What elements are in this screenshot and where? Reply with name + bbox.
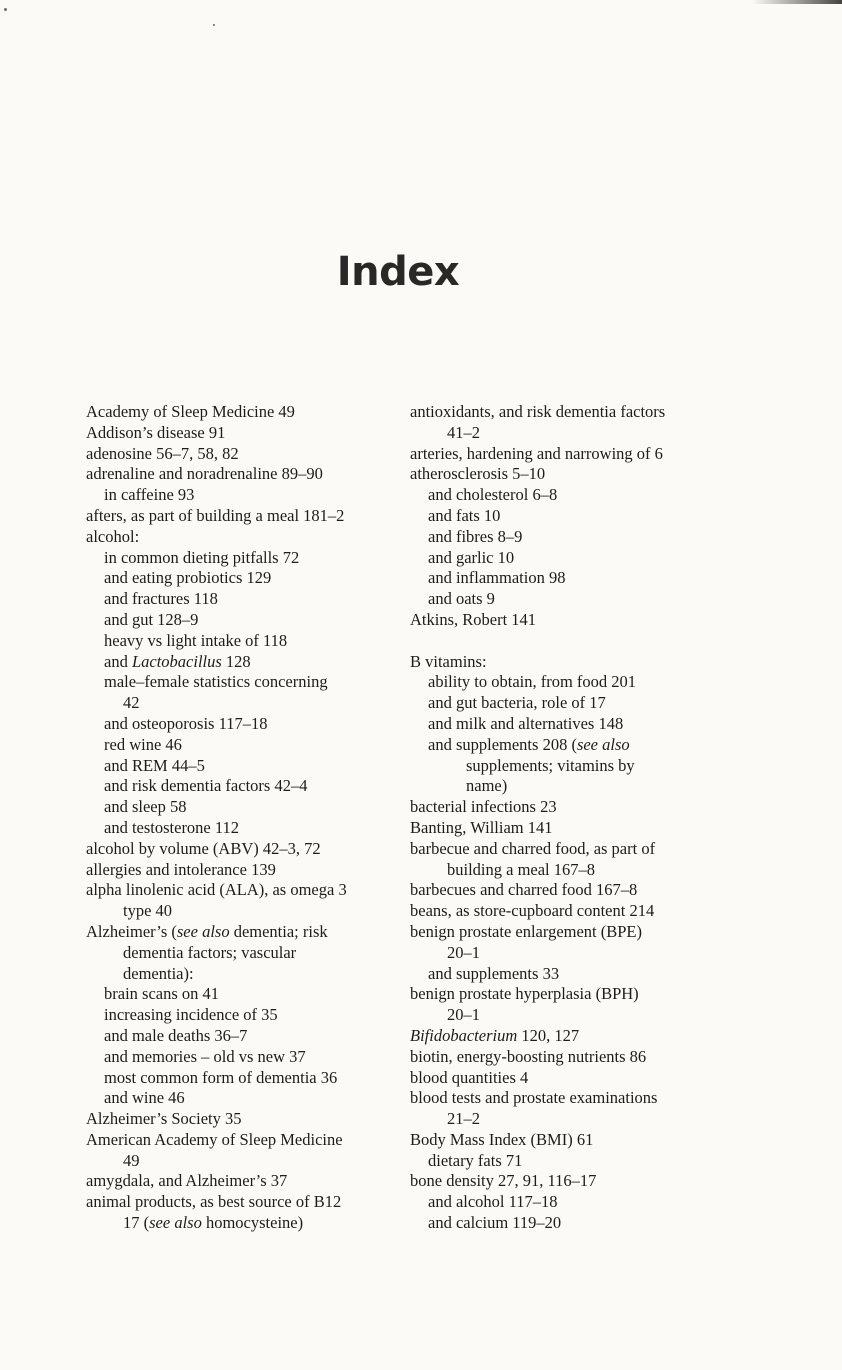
index-entry: male–female statistics concerning — [104, 672, 328, 692]
index-entry: heavy vs light intake of 118 — [104, 630, 288, 650]
index-entry: increasing incidence of 35 — [104, 1005, 278, 1025]
index-entry: biotin, energy-boosting nutrients 86 — [410, 1046, 647, 1066]
index-entry: and supplements 208 (see also — [428, 734, 630, 754]
index-entry: and wine 46 — [104, 1088, 185, 1108]
index-entry: barbecues and charred food 167–8 — [410, 880, 638, 900]
index-entry: dementia): — [123, 963, 194, 983]
page-edge-shadow — [752, 0, 842, 4]
index-entry: and supplements 33 — [428, 963, 560, 983]
index-entry: 49 — [123, 1150, 140, 1170]
index-entry: ability to obtain, from food 201 — [428, 672, 637, 692]
index-entry: and gut bacteria, role of 17 — [428, 693, 606, 713]
index-entry: dementia factors; vascular — [123, 942, 297, 962]
index-entry: and gut 128–9 — [104, 609, 199, 629]
index-entry: and fats 10 — [428, 505, 501, 525]
index-entry: benign prostate enlargement (BPE) — [410, 921, 643, 941]
index-entry: and milk and alternatives 148 — [428, 713, 624, 733]
index-entry: adrenaline and noradrenaline 89–90 — [86, 464, 323, 484]
index-entry: alpha linolenic acid (ALA), as omega 3 — [86, 880, 347, 900]
index-entry: B vitamins: — [410, 651, 487, 671]
index-entry: barbecue and charred food, as part of — [410, 838, 656, 858]
index-entry: and alcohol 117–18 — [428, 1192, 558, 1212]
index-entry: and fractures 118 — [104, 589, 218, 609]
index-entry: bone density 27, 91, 116–17 — [410, 1171, 597, 1191]
index-entry: animal products, as best source of B12 — [86, 1192, 342, 1212]
index-entry: 21–2 — [447, 1109, 480, 1129]
index-entry: and osteoporosis 117–18 — [104, 713, 268, 733]
page-title: Index — [336, 248, 460, 295]
index-entry: dietary fats 71 — [428, 1150, 523, 1170]
paper-speck — [4, 8, 7, 11]
index-entry: and inflammation 98 — [428, 568, 566, 588]
index-entry: most common form of dementia 36 — [104, 1067, 338, 1087]
index-entry: arteries, hardening and narrowing of 6 — [410, 443, 663, 463]
paper-speck — [213, 24, 215, 26]
index-entry: red wine 46 — [104, 734, 182, 754]
index-entry: benign prostate hyperplasia (BPH) — [410, 984, 639, 1004]
index-entry: 20–1 — [447, 1005, 480, 1025]
index-entry: brain scans on 41 — [104, 984, 220, 1004]
index-entry: name) — [466, 776, 508, 796]
index-entry: and calcium 119–20 — [428, 1213, 562, 1233]
index-column-left — [86, 402, 386, 1234]
index-entry: Addison’s disease 91 — [86, 422, 226, 442]
index-entry: blood tests and prostate examinations — [410, 1088, 658, 1108]
index-entry: 17 (see also homocysteine) — [123, 1213, 304, 1233]
index-entry: 20–1 — [447, 942, 480, 962]
index-entry: in caffeine 93 — [104, 485, 195, 505]
index-entry: blood quantities 4 — [410, 1067, 529, 1087]
index-entry: in common dieting pitfalls 72 — [104, 547, 300, 567]
index-entry: alcohol: — [86, 526, 140, 546]
index-entry: building a meal 167–8 — [447, 859, 596, 879]
index-entry: and memories – old vs new 37 — [104, 1046, 306, 1066]
index-entry: and REM 44–5 — [104, 755, 205, 775]
index-entry: adenosine 56–7, 58, 82 — [86, 443, 239, 463]
index-entry: and fibres 8–9 — [428, 526, 523, 546]
index-entry: Bifidobacterium 120, 127 — [410, 1025, 580, 1045]
index-entry: Academy of Sleep Medicine 49 — [86, 402, 295, 421]
index-entry: allergies and intolerance 139 — [86, 859, 276, 879]
index-entry: Alzheimer’s (see also dementia; risk — [86, 921, 328, 941]
index-entry: bacterial infections 23 — [410, 797, 557, 817]
index-entry: American Academy of Sleep Medicine — [86, 1129, 343, 1149]
index-entry: and sleep 58 — [104, 797, 187, 817]
index-entry: Banting, William 141 — [410, 817, 553, 837]
index-entry: antioxidants, and risk dementia factors — [410, 402, 666, 421]
index-entry: and testosterone 112 — [104, 817, 240, 837]
index-entry: and cholesterol 6–8 — [428, 485, 558, 505]
index-entry: alcohol by volume (ABV) 42–3, 72 — [86, 838, 321, 858]
index-entry: and risk dementia factors 42–4 — [104, 776, 308, 796]
index-entry: 42 — [123, 693, 140, 713]
index-entry: Alzheimer’s Society 35 — [86, 1109, 242, 1129]
index-entry: atherosclerosis 5–10 — [410, 464, 546, 484]
index-entry: and eating probiotics 129 — [104, 568, 272, 588]
index-entry: supplements; vitamins by — [466, 755, 635, 775]
index-entry: and male deaths 36–7 — [104, 1025, 248, 1045]
index-column-right — [410, 402, 720, 1234]
index-entry: amygdala, and Alzheimer’s 37 — [86, 1171, 288, 1191]
index-entry: type 40 — [123, 901, 173, 921]
index-entry: and Lactobacillus 128 — [104, 651, 251, 671]
index-entry: Body Mass Index (BMI) 61 — [410, 1129, 594, 1149]
index-entry: 41–2 — [447, 422, 480, 442]
index-entry: Atkins, Robert 141 — [410, 609, 537, 629]
index-entry: afters, as part of building a meal 181–2 — [86, 505, 345, 525]
index-entry: and garlic 10 — [428, 547, 515, 567]
index-entry: and oats 9 — [428, 589, 495, 609]
index-entry: beans, as store-cupboard content 214 — [410, 901, 655, 921]
